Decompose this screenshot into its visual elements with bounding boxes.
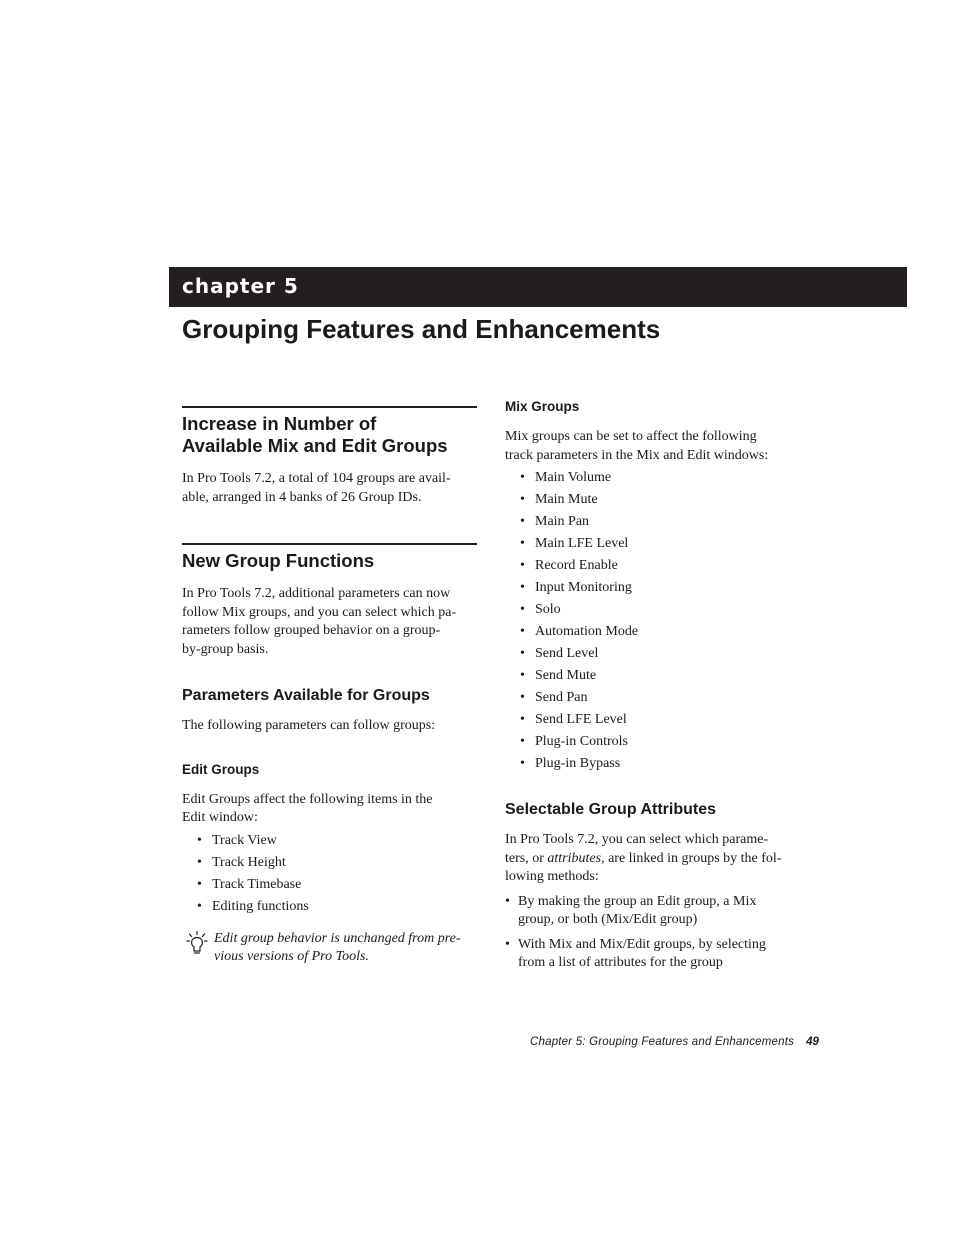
subsection-body-parameters: The following parameters can follow groups: — [182, 718, 436, 733]
subsection-body-mix-groups — [505, 428, 805, 465]
list-item: • Plug-in Controls — [505, 731, 805, 753]
body-text: , are linked in groups by the fol- — [601, 850, 782, 866]
list-item — [505, 893, 805, 930]
body-line: by-group basis. — [182, 641, 269, 657]
list-item-line: group, or both (Mix/Edit group) — [518, 912, 698, 927]
section-heading-new-group-functions: New Group Functions — [182, 550, 375, 571]
section-body-new-group-functions — [182, 585, 477, 659]
page-footer — [530, 1034, 830, 1050]
subsection-heading-mix-groups: Mix Groups — [505, 399, 580, 414]
tip-line: Edit group behavior is unchanged from pre- — [214, 930, 461, 946]
list-item: • Record Enable — [505, 555, 805, 577]
left-column — [182, 406, 477, 967]
body-line: Edit Groups affect the following items in the — [182, 791, 433, 807]
list-item: • Track View — [182, 830, 477, 852]
body-line: track parameters in the Mix and Edit windows: — [505, 447, 769, 463]
body-line: follow Mix groups, and you can select which pa- — [182, 604, 457, 620]
tip-note — [182, 930, 477, 967]
list-item-line: • By making the group an Edit group, a Mix — [518, 893, 757, 909]
list-item: • Plug-in Bypass — [505, 753, 805, 775]
section-heading-increase-groups — [182, 413, 477, 457]
heading-line: Increase in Number of — [182, 413, 377, 434]
list-item: • Editing functions — [182, 896, 477, 918]
list-item: • Automation Mode — [505, 621, 805, 643]
body-line: Mix groups can be set to affect the following — [505, 429, 757, 444]
list-item: • Send LFE Level — [505, 709, 805, 731]
subsection-body-edit-groups — [182, 791, 477, 828]
emphasis-text: attributes — [547, 850, 602, 866]
footer-title: Chapter 5: Grouping Features and Enhancements — [530, 1036, 795, 1048]
list-item: • Track Timebase — [182, 874, 477, 896]
list-item: • Send Mute — [505, 665, 805, 687]
selectable-methods-list — [505, 893, 805, 973]
edit-groups-list — [182, 830, 477, 918]
section-rule — [182, 543, 477, 545]
list-item: • Main LFE Level — [505, 533, 805, 555]
tip-line: vious versions of Pro Tools. — [214, 949, 369, 964]
body-line: lowing methods: — [505, 869, 599, 884]
list-item: • Main Volume — [505, 467, 805, 489]
list-item-line: from a list of attributes for the group — [518, 955, 723, 970]
list-item: • Input Monitoring — [505, 577, 805, 599]
chapter-label: chapter 5 — [182, 274, 299, 298]
section-rule — [182, 406, 477, 408]
page-title: Grouping Features and Enhancements — [182, 314, 661, 344]
lightbulb-icon — [186, 930, 208, 956]
body-line: In Pro Tools 7.2, additional parameters can now — [182, 586, 451, 601]
body-line: In Pro Tools 7.2, a total of 104 groups are avail- — [182, 471, 451, 486]
body-line: Edit window: — [182, 810, 258, 825]
list-item: • Send Level — [505, 643, 805, 665]
body-line: In Pro Tools 7.2, you can select which parame- — [505, 832, 769, 847]
list-item: • Track Height — [182, 852, 477, 874]
list-item: • Main Pan — [505, 511, 805, 533]
list-item: • Solo — [505, 599, 805, 621]
chapter-banner — [169, 267, 907, 307]
subsection-heading-parameters: Parameters Available for Groups — [182, 687, 430, 704]
subsection-body-selectable-attributes — [505, 831, 805, 887]
body-line: rameters follow grouped behavior on a group- — [182, 623, 441, 638]
list-item: • Main Mute — [505, 489, 805, 511]
right-column — [505, 398, 805, 979]
body-line — [505, 850, 805, 869]
subsection-heading-selectable-attributes: Selectable Group Attributes — [505, 801, 716, 818]
list-item-line: • With Mix and Mix/Edit groups, by selecting — [518, 936, 766, 952]
heading-line: Available Mix and Edit Groups — [182, 435, 448, 456]
page-number: 49 — [806, 1036, 819, 1048]
body-text: ters, or — [505, 850, 548, 866]
list-item — [505, 936, 805, 973]
body-line: able, arranged in 4 banks of 26 Group IDs. — [182, 489, 422, 505]
list-item: • Send Pan — [505, 687, 805, 709]
section-body-increase-groups — [182, 470, 477, 507]
mix-groups-list — [505, 467, 805, 775]
subsection-heading-edit-groups: Edit Groups — [182, 761, 260, 777]
